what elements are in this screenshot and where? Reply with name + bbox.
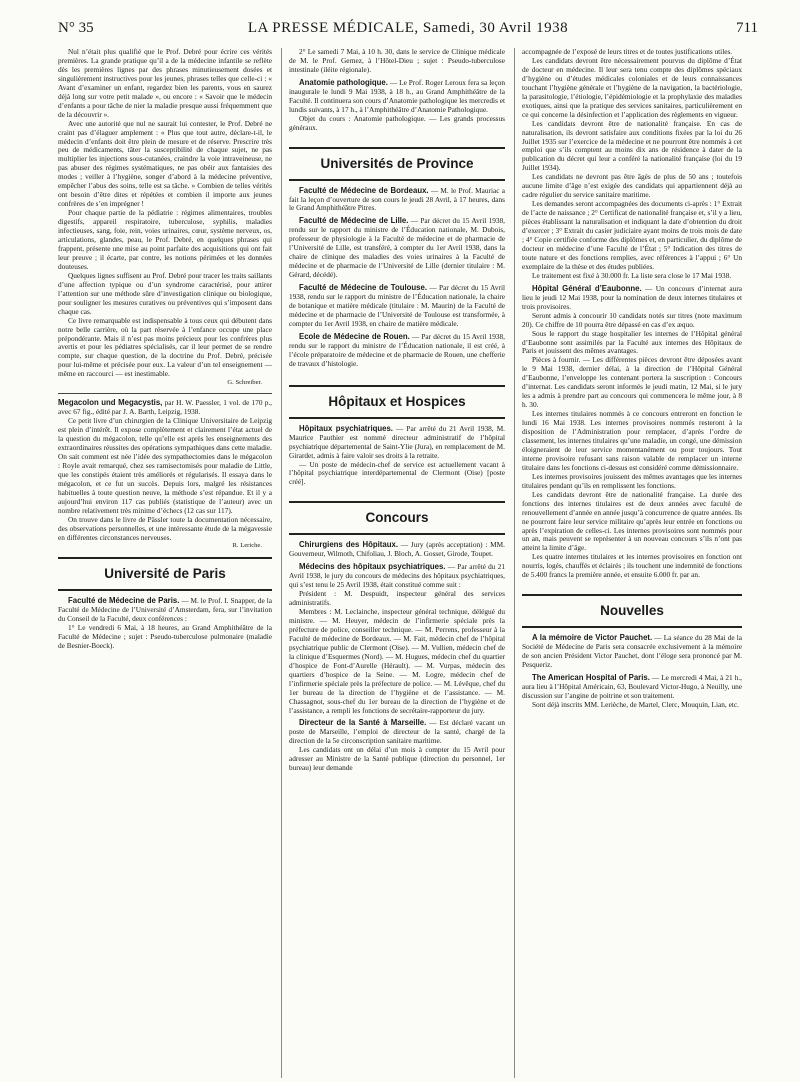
item-text: — M. le Prof. I. Snapper, de la Faculté de Médecine de l’Université d’Amsterdam, fera, sur l’invitation du Conseil de la Faculté, deux conférences : (58, 596, 272, 624)
section-divider (289, 147, 505, 149)
author-signature: G. Schreiber. (227, 379, 262, 387)
item-heading: Faculté de Médecine de Toulouse. (299, 283, 428, 293)
paragraph: Les demandes seront accompagnées des documents ci-après : 1° Extrait de l’acte de naissance ; 2° Certificat de nationalité française et, s’il y a lieu, pièces établissant la naturalisation et indiquant la date d’obtention du droit d’exercer ; 3° Extrait du casier judiciaire ayant moins de trois mois de date ; 4° Copie certifiée conforme des diplômes et, en particulier, du diplôme de docteur en médecine d’une Faculté de l’État ; 5° Indication des titres de toute nature et des fonctions remplies, avec références à l’appui ; 6° Un exemplaire de la thèse et des études publiées. (522, 199, 742, 271)
paragraph: Sont déjà inscrits MM. Lerièche, de Martel, Clerc, Mouquin, Lian, etc. (532, 699, 739, 709)
paragraph: Les candidats ont un délai d’un mois à compter du 15 Avril pour adresser au Ministre de la Santé publique (direction du personnel, 1er bureau) leur demande (289, 745, 505, 773)
item-heading: Chirurgiens des Hôpitaux. (299, 540, 398, 550)
book-reference: par H. W. Paessler, 1 vol. de 170 p., avec 67 fig., édité par J. A. Barth, Leipzig, 1938. (58, 398, 272, 417)
item-text: — Un concours d’internat aura lieu le jeudi 12 Mai 1938, pour la nomination de deux internes titulaires et trois provisoires. (522, 283, 742, 311)
section-divider (522, 594, 742, 596)
paragraph: Les candidats devront être nécessairement pourvus du diplôme d’État de docteur en médecine. Il leur sera tenu compte des diplômes spéciaux d’hygiène ou d’études médicales coloniales et de leurs connaissances touchant l’hygiène générale et l’hygiène de la navigation, la bactériologie, la parasitologie, l’étiologie, l’épidémiologie et la prophylaxie des maladies exotiques, ainsi que la pratique des services sanitaires, particulièrement en ce qui concerne la désinfection et l’application des règlements en vigueur. (522, 55, 742, 119)
paragraph: accompagnée de l’exposé de leurs titres et de toutes justifications utiles. (522, 48, 733, 56)
paragraph: Sous le rapport du stage hospitalier les internes de l’Hôpital général d’Eaubonne sont assimilés par la Faculté aux internes des Hôpitaux de Paris et jouissent des mêmes avantages. (522, 328, 742, 356)
section-divider (289, 385, 505, 387)
column-3 (522, 48, 742, 1078)
column-2 (289, 48, 505, 1078)
page-number: 711 (736, 20, 758, 36)
item-text: — Jury (après acceptation) : MM. Gouverneur, Wilmoth, Chifoliau, J. Bloch, A. Gosset, Girode, Toupet. (289, 540, 505, 559)
section-heading: Universités de Province (320, 155, 474, 171)
book-review-heading (58, 399, 272, 417)
paragraph: Nul n’était plus qualifié que le Prof. Debré pour écrire ces vérités premières. La grande pratique qu’il a de la médecine infantile se reflète dès les premières lignes par des phrases minutieusement dosées et singulièrement instructives pour les jeunes, phrases telles que celle-ci : « Avant d’examiner un enfant, regardez bien les parents, vous en saurez déjà long sur votre petit malade », ou encore : « Savoir que le médecin d’enfants a pour tâche de nier la maladie presque aussi fréquemment que de la découvrir ». (58, 48, 272, 119)
paragraph: Seront admis à concourir 10 candidats notés sur titres (note maximum 20). Ce chiffre de 10 pourra être dépassé en cas d’ex æquo. (522, 310, 742, 329)
item-heading: Hôpitaux psychiatriques. (299, 423, 393, 433)
column-divider (281, 48, 282, 1078)
section-divider (522, 626, 742, 628)
paragraph: — Un poste de médecin-chef de service est actuellement vacant à l’hôpital psychiatrique interdépartemental de Clermont (Oise) [poste créé]. (289, 459, 505, 487)
item-text: — Par décret du 15 Avril 1938, rendu sur le rapport du ministre de l’Éducation nationale, la chaire de botanique et matière médicale (titulaire : M. Maurin) de la Faculté de médecine et de pharmacie de l’Université de Toulouse est transformée, à compter du 1er Avril 1938, en chaire de matière médicale. (289, 283, 505, 328)
paragraph: Objet du cours : Anatomie pathologique. — Les grands processus généraux. (289, 113, 505, 132)
author-signature: R. Leriche. (232, 542, 262, 550)
page-header (58, 20, 758, 40)
paragraph: Ce livre remarquable est indispensable à tous ceux qui débutent dans notre belle carrière, où la part réservée à l’enfance occupe une place prépondérante. Mais il n’est pas moins précieux pour les confrères plus avertis et pour les pédiatres spécialisés, car il leur permet de se rendre compte, sur chaque question, de la doctrine du Prof. Debré, précisée pour lui-même et précisée pour eux. La valeur d’un tel enseignement — même en raccourci — est inestimable. (58, 315, 272, 379)
paragraph: Les candidats devront être de nationalité française. La durée des fonctions des internes titulaires est de deux années avec faculté de renouvellement d’année en année jusqu’à concurrence de quatre années. Ils ne pourront faire leur service militaire qu’après leur entrée en fonctions ou après l’expiration de celles-ci. Les internes provisoires sont nommés pour un an, mais peuvent se représenter à un nouveau concours s’ils n’ont pas atteint la limite d’âge. (522, 489, 742, 553)
section-heading: Concours (365, 510, 429, 526)
section-heading: Nouvelles (600, 603, 664, 619)
item-text: — Par arrêté du 21 Avril 1938, le jury du concours de médecins des hôpitaux psychiatriques, qui s’est tenu le 25 Avril 1938, était constitué comme suit : (289, 562, 505, 590)
paragraph: Les internes provisoires jouissent des mêmes avantages que les internes titulaires pendant qu’ils en remplissent les fonctions. (522, 471, 742, 490)
section-divider (58, 589, 272, 591)
item-heading: Ecole de Médecine de Rouen. (299, 331, 410, 341)
paragraph: Ce petit livre d’un chirurgien de la Clinique Universitaire de Leipzig est plein d’intérêt. Il expose complètement et clairement l’état actuel de la question du mégacolon, telle qu’elle est après les enseignements des extraordinaires réussites des opérations sympathiques dans cette maladie. On sait comment est née l’idée des sympathectomies dans le mégacolon : Royle avait remarqué, chez ses ramisectomisés pour maladie de Little, que les constipés étaient très améliorés et régularisés. Il essaya dans le mégacolon, et ce fut un succès. Depuis lors, malgré les résistances habituelles à toute question neuve, la méthode s’est répandue. Et il y a aujourd’hui environ 117 cas publiés (statistique de l’auteur) avec un nombre relativement très minime d’échecs (12 cas sur 117). (58, 416, 272, 515)
item-heading: The American Hospital of Paris. (532, 673, 650, 683)
item-text: — M. le Prof. Mauriac a fait la leçon d’ouverture de son cours le jeudi 28 Avril, à 17 heures, dans le Grand Amphithéâtre Pitres. (289, 185, 505, 213)
paragraph: Quelques lignes suffisent au Prof. Debré pour tracer les traits saillants d’une affection typique ou d’un syndrome caractérisé, pour attirer l’attention sur une méthode sûre d’investigation clinique ou biologique, pour souligner les mesures curatives ou préventives qui s’imposent dans chaque cas. (58, 270, 272, 316)
item-text: — Le mercredi 4 Mai, à 21 h., aura lieu à l’Hôpital Américain, 63, Boulevard Victor-Hugo, à Neuilly, une discussion sur l’angine de poitrine et son traitement. (522, 673, 742, 700)
section-divider (58, 557, 272, 559)
item-heading: Anatomie pathologique. (299, 77, 388, 87)
paragraph: Membres : M. Leclainche, inspecteur général technique, délégué du ministre. — M. Heuyer, médecin de l’infirmerie spéciale près la préfecture de police, conseiller technique. — M. Perrens, professeur à la Faculté de médecine de Bordeaux. — M. Fait, médecin chef de l’hôpital psychiatrique public de Clermont (Oise). — M. Vullien, médecin chef de la clinique d’Esquermes (Nord). — M. Hugues, médecin chef du quartier d’hospice de Font-d’Aurelle (Hérault). — M. Vurpas, médecin des quartiers d’hospice de la Seine. — M. Logre, médecin chef de l’infirmerie spéciale près la préfecture de police. — M. Lévêque, chef du 1er bureau de la direction de l’hygiène et de l’assistance. — M. Chassagnot, sous-chef du 1er bureau de la direction de l’hygiène et de l’assistance, a rempli les fonctions de secrétaire-rapporteur du jury. (289, 607, 505, 715)
paragraph: Les candidats devront être de nationalité française. En cas de naturalisation, ils devront satisfaire aux conditions fixées par la loi du 26 Juillet 1935 sur l’exercice de la médecine et ne pourront être nommés à cet emploi que s’ils comptent au moins dix ans de résidence à dater de la publication du décret qui leur a conféré la nationalité française (loi du 19 Juillet 1934). (522, 118, 742, 173)
item-text: — La séance du 28 Mai de la Société de Médecine de Paris sera consacrée exclusivement à la mémoire de son ancien Président Victor Pauchet, dont l’éloge sera prononcé par M. Pesqueriz. (522, 633, 742, 670)
paragraph: 2° Le samedi 7 Mai, à 10 h. 30, dans le service de Clinique médicale de M. le Prof. Gernez, à l’Hôtel-Dieu ; sujet : Pseudo-tuberculose intestinale (iléite régionale). (289, 48, 505, 74)
item-heading: Hôpital Général d’Eaubonne. (532, 283, 642, 293)
item-heading: Faculté de Médecine de Lille. (299, 216, 409, 226)
column-1 (58, 48, 272, 1078)
section-divider (289, 501, 505, 503)
paragraph: Avec une autorité que nul ne saurait lui contester, le Prof. Debré ne craint pas d’élaguer amplement : « Plus que tout autre, déclare-t-il, le médecin d’enfants doit être plein de mesure et de réserve. Prescrire très peu de médicaments, tâter la susceptibilité de chaque sujet, ne pas multiplier les injections sous-cutanées, craindre la voie intraveineuse, ne pas abuser des régimes systématiques, ne pas obéir aux fantaisies des modes ; veiller à l’hygiène, songer d’abord à la médecine préventive, empêcher l’abus des soins, telle est sa tâche. » Combien de telles vérités ont besoin d’être dites et répétées et combien il importe aux jeunes confrères de s’en imprégner ! (58, 118, 272, 209)
paragraph: Président : M. Despuidt, inspecteur général des services administratifs. (289, 589, 505, 608)
item-text: — Par arrêté du 21 Avril 1938, M. Maurice Pauthier est nommé directeur administratif de l’hôpital psychiatrique départemental de Saint-Ylie (Jura), en remplacement de M. Girardet, admis à faire valoir ses droits à la retraite. (289, 423, 505, 460)
section-divider (289, 179, 505, 181)
item-heading: Médecins des hôpitaux psychiatriques. (299, 562, 446, 572)
book-title: Megacolon und Megacystis, (58, 398, 163, 408)
item-heading: Faculté de Médecine de Bordeaux. (299, 185, 429, 195)
column-divider (514, 48, 515, 1078)
section-divider (289, 417, 505, 419)
section-divider (289, 533, 505, 535)
paragraph: Pièces à fournir. — Les différentes pièces devront être déposées avant le 9 Mai 1938, dernier délai, à la direction de l’Hôpital Général d’Eaubonne, l’enveloppe les contenant portera la suscription : Concours d’internat. Les candidats seront informés le jeudi matin, 12 Mai, si le jury les a admis à prendre part au concours qui commencera le même jour, à 8 h. 30. (522, 355, 742, 410)
item-heading: A la mémoire de Victor Pauchet. (532, 633, 653, 643)
paragraph: Les internes titulaires nommés à ce concours entreront en fonction le lundi 16 Mai 1938. Les internes provisoires nommés resteront à la disposition de l’Administration pour remplacer, d’après l’ordre de classement, les internes titulaires qu’une maladie, un congé, une démission éloigneraient de leur service momentanément ou pour toujours. Tout interne provisoire refusant sans raison valable de remplacer un interne titulaire dans les fonctions ci-dessus est considéré comme démissionnaire. (522, 409, 742, 472)
paragraph: On trouve dans le livre de Pässler toute la documentation nécessaire, des observations personnelles, et une intéressante étude de la mégavessie en différentes circonstances nerveuses. (58, 514, 272, 542)
item-heading: Directeur de la Santé à Marseille. (299, 718, 427, 728)
journal-title: LA PRESSE MÉDICALE, Samedi, 30 Avril 1938 (247, 20, 569, 36)
paragraph: Pour chaque partie de la pédiatrie : régimes alimentaires, troubles digestifs, appareil respiratoire, tuberculose, syphilis, maladies infectieuses, sang, foie, rein, voies urinaires, cœur, système nerveux, os, articulations, glandes, peau, le Prof. Debré, en quelques phrases qui frappent, présente une mise au point parfaite des acquisitions qui ont fait leur preuve ; il écarte, par contre, les notions périmées et les données douteuses. (58, 208, 272, 271)
divider (58, 393, 272, 394)
section-heading: Université de Paris (104, 566, 226, 582)
item-text: — Le Prof. Roger Leroux fera sa leçon inaugurale le lundi 9 Mai 1938, à 18 h., au Grand Amphithéâtre de la Faculté. Il continuera son cours d’Anatomie pathologique les mercredis et lundis suivants, à 17 h., à l’Amphithéâtre d’Anatomie Pathologique. (289, 77, 505, 114)
paragraph: Le traitement est fixé à 30.000 fr. La liste sera close le 17 Mai 1938. (532, 270, 732, 280)
issue-number: N° 35 (58, 20, 94, 36)
item-heading: Faculté de Médecine de Paris. (68, 596, 180, 606)
item-text: — Par décret du 15 Avril 1938, rendu sur le rapport du ministre de l’Éducation nationale, il est créé, à l’école préparatoire de médecine et de pharmacie de Rouen, une chefferie de travaux d’histologie. (289, 331, 505, 368)
paragraph: Les quatre internes titulaires et les internes provisoires en fonction ont nourris, logés, chauffés et éclairés ; ils touchent une indemnité de fonctions de 5.400 francs la première année, et ensuite 6.000 fr. par an. (522, 552, 742, 580)
item-text: — Par décret du 15 Avril 1938, rendu sur le rapport du ministre de l’Éducation nationale, M. Dubois, professeur de physiologie à la Faculté de médecine et de pharmacie de l’Université de Lille, est transféré, à compter du 1er Avril 1938, dans la chaire de clinique des maladies des voies urinaires à la Faculté de médecine et de pharmacie de l’Université de Lille (dernier titulaire : M. Gérard, décédé). (289, 216, 505, 280)
paragraph: 1° Le vendredi 6 Mai, à 18 heures, au Grand Amphithéâtre de la Faculté de Médecine ; sujet : Pseudo-tuberculose pulmonaire (maladie de Besnier-Boeck). (58, 623, 272, 651)
paragraph: Les candidats ne devront pas être âgés de plus de 50 ans ; toutefois aucune limite d’âge n’est exigée des candidats qui appartiennent déjà au cadre régulier du service sanitaire maritime. (522, 172, 742, 200)
item-text: — Est déclaré vacant un poste de Marseille, l’emploi de directeur de la santé, chargé de la direction de la 5e circonscription sanitaire maritime. (289, 718, 505, 746)
section-heading: Hôpitaux et Hospices (328, 393, 466, 409)
